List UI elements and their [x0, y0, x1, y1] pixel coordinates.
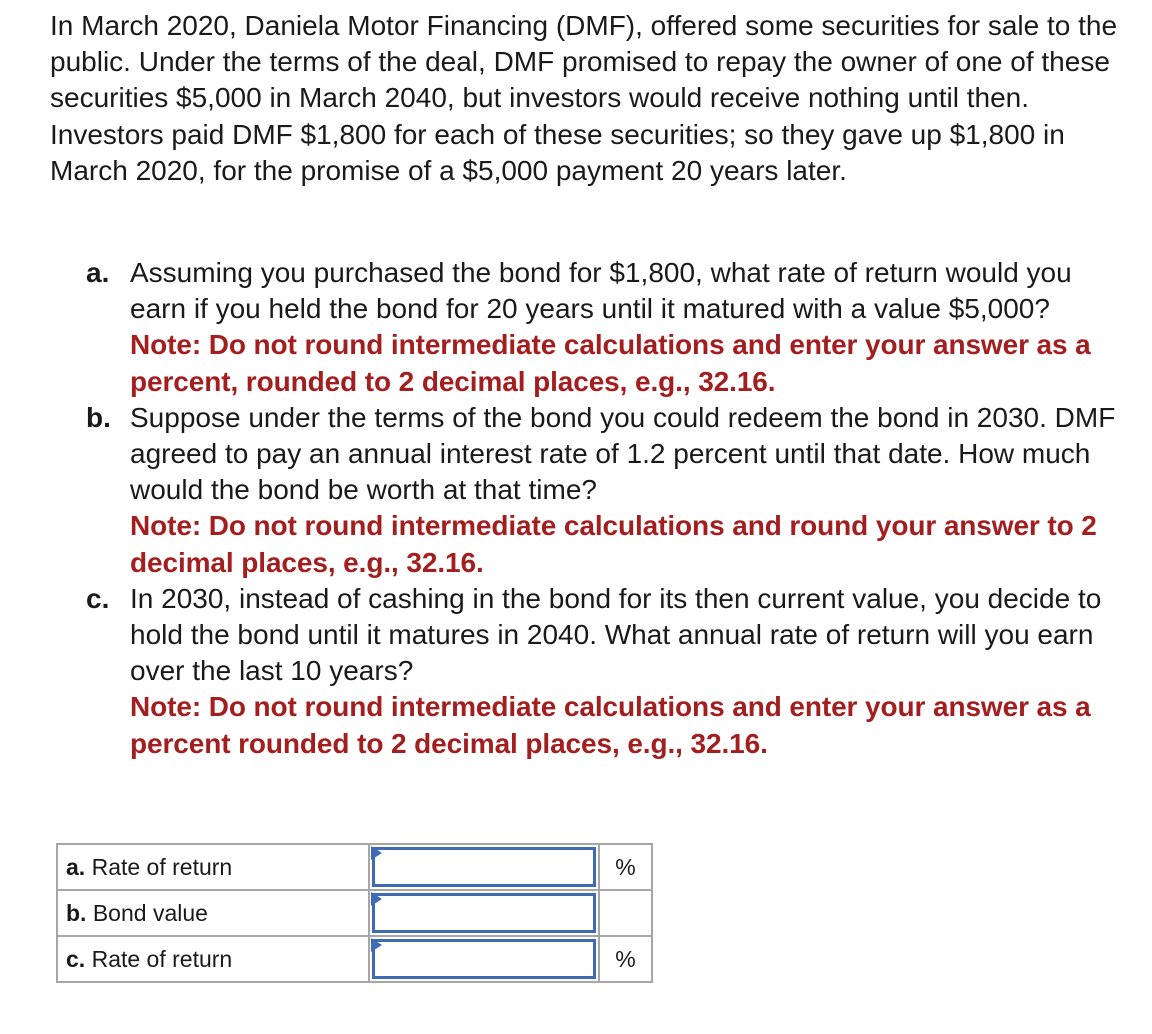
question-parts: [86, 255, 1126, 762]
question-part-b: [86, 400, 1126, 581]
answer-unit-b: [599, 890, 652, 936]
answer-row-b: [57, 890, 652, 936]
answer-input-cell-a: [369, 844, 599, 890]
triangle-flag-icon: [371, 938, 382, 952]
part-body-b: [130, 400, 1126, 581]
answer-letter-b: b.: [66, 899, 87, 926]
answer-row-c: [57, 936, 652, 982]
part-letter-a: a.: [86, 257, 110, 288]
answer-row-a: [57, 844, 652, 890]
question-text-b: Suppose under the terms of the bond you could redeem the bond in 2030. DMF agreed to pay an annual interest rate of 1.2 percent until that date. How much would the bond be worth at that time?: [130, 401, 1116, 506]
answer-table: [56, 843, 653, 983]
note-a: Note: Do not round intermediate calculations and enter your answer as a percent, rounded to 2 decimal places, e.g., 32.16.: [130, 329, 1091, 397]
question-part-c: [86, 581, 1126, 762]
question-part-a: [86, 255, 1126, 400]
answer-input-cell-c: [369, 936, 599, 982]
answer-unit-c: %: [599, 936, 652, 982]
problem-intro: In March 2020, Daniela Motor Financing (DMF), offered some securities for sale to the public. Under the terms of the deal, DMF promised to repay the owner of one of these securities $5,000 in March 2040, but investors would receive nothing until then. Investors paid DMF $1,800 for each of these securities; so they gave up $1,800 in March 2020, for the promise of a $5,000 payment 20 years later.: [50, 10, 1118, 186]
part-body-c: [130, 581, 1126, 762]
answer-label-b: [57, 890, 369, 936]
note-c: Note: Do not round intermediate calculations and enter your answer as a percent rounded to 2 decimal places, e.g., 32.16.: [130, 691, 1091, 759]
answer-label-text-c: Rate of return: [91, 945, 233, 972]
answer-label-c: [57, 936, 369, 982]
rate-of-return-input-a[interactable]: [372, 847, 596, 887]
answer-label-a: [57, 844, 369, 890]
triangle-flag-icon: [371, 892, 382, 906]
answer-letter-c: c.: [66, 945, 86, 972]
note-b: Note: Do not round intermediate calculations and round your answer to 2 decimal places, e.g., 32.16.: [130, 510, 1097, 578]
question-text-a: Assuming you purchased the bond for $1,800, what rate of return would you earn if you held the bond for 20 years until it matured with a value $5,000?: [130, 257, 1072, 325]
question-text-c: In 2030, instead of cashing in the bond for its then current value, you decide to hold the bond until it matures in 2040. What annual rate of return will you earn over the last 10 years?: [130, 582, 1102, 687]
answer-label-text-a: Rate of return: [91, 853, 233, 880]
answer-label-text-b: Bond value: [92, 899, 208, 926]
answer-unit-a: %: [599, 844, 652, 890]
answer-input-cell-b: [369, 890, 599, 936]
triangle-flag-icon: [371, 846, 382, 860]
answer-letter-a: a.: [66, 853, 86, 880]
part-body-a: [130, 255, 1126, 400]
part-letter-b: b.: [86, 401, 111, 433]
rate-of-return-input-c[interactable]: [372, 939, 596, 979]
part-letter-c: c.: [86, 582, 110, 614]
bond-value-input-b[interactable]: [372, 893, 596, 933]
